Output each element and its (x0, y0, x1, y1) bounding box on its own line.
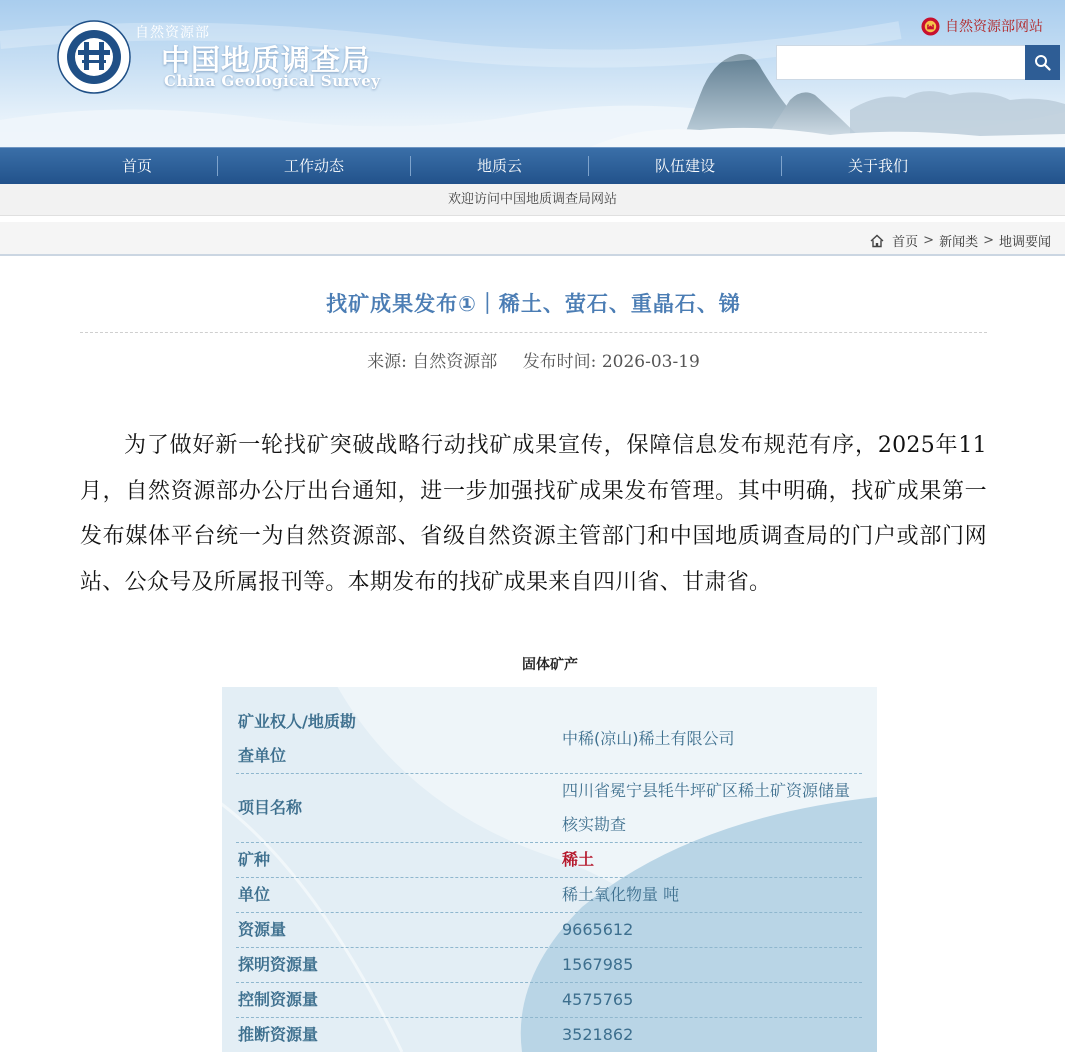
welcome-banner: 欢迎访问中国地质调查局网站 (0, 184, 1065, 216)
table-row-value: 稀土氧化物量 吨 (562, 885, 680, 904)
breadcrumb-bar (0, 222, 1065, 256)
table-row-label: 资源量 (238, 920, 287, 939)
breadcrumb-separator: > (983, 233, 994, 248)
table-row-value: 9665612 (562, 920, 634, 939)
article-paragraph: 为了做好新一轮找矿突破战略行动找矿成果宣传，保障信息发布规范有序，2025年11月，自然资源部办公厅出台通知，进一步加强找矿成果发布管理。其中明确，找矿成果第一发布媒体平台统一为自然资源部、省级自然资源主管部门和中国地质调查局的门户或部门网站、公众号及所属报刊等。本期发布的找矿成果来自四川省、甘肃省。 (80, 433, 987, 595)
table-row-label: 单位 (238, 885, 271, 904)
mnr-link-label: 自然资源部网站 (945, 19, 1043, 35)
table-row (236, 948, 862, 983)
breadcrumb (870, 231, 1051, 250)
site-title-cn: 中国地质调查局 (161, 43, 372, 77)
article-meta (80, 347, 987, 372)
nav-item-team[interactable]: 队伍建设 (654, 157, 715, 175)
table-row-label: 控制资源量 (238, 990, 319, 1009)
breadcrumb-current[interactable]: 地调要闻 (998, 235, 1051, 250)
search-icon (1034, 54, 1051, 71)
article-date: 发布时间: 2026-03-19 (522, 352, 700, 372)
table-row-label: 项目名称 (238, 798, 303, 817)
home-icon (870, 234, 884, 248)
national-emblem-icon (921, 17, 940, 36)
search-button[interactable] (1025, 45, 1060, 80)
search-input[interactable] (776, 45, 1026, 80)
table-row (236, 878, 862, 913)
table-row (236, 983, 862, 1018)
nav-item-work-news[interactable]: 工作动态 (283, 157, 344, 175)
table-row-value: 中稀(凉山)稀土有限公司 (562, 728, 735, 748)
nav-item-home[interactable]: 首页 (121, 157, 152, 175)
table-row-value: 1567985 (562, 955, 634, 974)
ministry-label: 自然资源部 (135, 25, 210, 41)
table-caption: 固体矿产 (522, 657, 578, 673)
title-divider (80, 332, 987, 333)
table-rows (236, 704, 862, 1052)
table-row (236, 913, 862, 948)
main-nav (0, 147, 1065, 184)
article-source: 来源: 自然资源部 (367, 352, 498, 372)
nav-item-about[interactable]: 关于我们 (847, 157, 908, 175)
table-row-value: 稀土 (562, 850, 595, 869)
header-banner (0, 0, 1065, 147)
table-row-label: 矿业权人/地质勘查单位 (238, 711, 356, 765)
breadcrumb-news[interactable]: 新闻类 (939, 235, 979, 250)
table-row-label: 矿种 (238, 850, 271, 869)
table-row-value: 四川省冕宁县牦牛坪矿区稀土矿资源储量核实勘查 (562, 781, 851, 834)
nav-item-geocloud[interactable]: 地质云 (476, 157, 522, 175)
table-row-value: 4575765 (562, 990, 634, 1009)
table-row-label: 推断资源量 (238, 1025, 319, 1044)
table-row-label: 探明资源量 (238, 955, 319, 974)
table-row (236, 704, 862, 774)
cgs-emblem-icon (57, 20, 131, 94)
table-row (236, 774, 862, 843)
mineral-info-table (222, 687, 877, 1052)
table-row (236, 1018, 862, 1052)
site-title-en: China Geological Survey (164, 72, 381, 90)
breadcrumb-separator: > (923, 233, 935, 248)
article-title: 找矿成果发布①｜稀土、萤石、重晶石、锑 (326, 292, 741, 316)
table-row (236, 843, 862, 878)
table-row-value: 3521862 (562, 1025, 634, 1044)
mnr-website-link[interactable] (921, 16, 1043, 36)
breadcrumb-home[interactable]: 首页 (892, 235, 919, 250)
